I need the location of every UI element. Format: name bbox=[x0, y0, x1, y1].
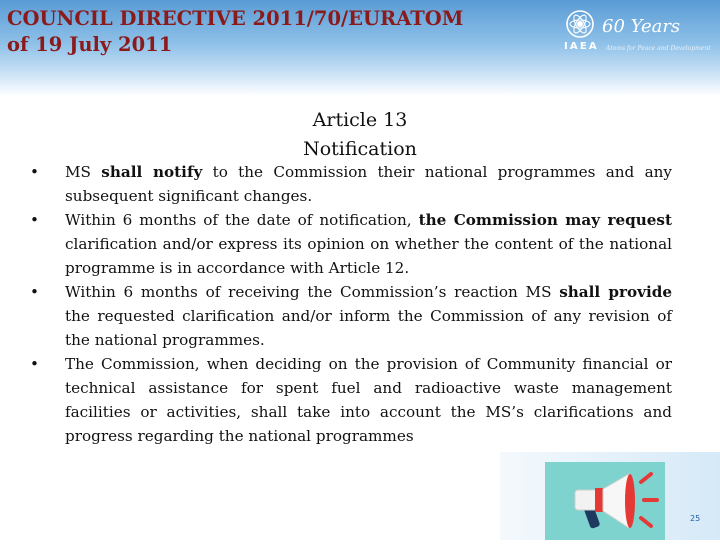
article-heading bbox=[0, 106, 720, 164]
bullet-text: MS bbox=[65, 163, 102, 181]
logo-60-years-text: 60 Years bbox=[602, 16, 681, 37]
bullet-emphasis: shall notify bbox=[101, 163, 203, 181]
bullet-text: the requested clarification and/or inform the Commission of any revision of the national programmes. bbox=[65, 307, 672, 349]
bullet-emphasis: shall provide bbox=[559, 283, 672, 301]
bullet-item bbox=[30, 352, 672, 448]
bullet-list bbox=[30, 160, 672, 448]
bullet-item bbox=[30, 280, 672, 352]
bullet-emphasis: the Commission may request bbox=[418, 211, 672, 229]
bullet-text: Within 6 months of receiving the Commission’s reaction MS bbox=[65, 283, 560, 301]
bullet-text: The Commission, when deciding on the provision of Community financial or technical assistance for spent fuel and radioactive waste management facilities or activities, shall take into account the MS’s clarifications and progress regarding the national programmes bbox=[65, 355, 672, 445]
bullet-item bbox=[30, 208, 672, 280]
bullet-text: clarification and/or express its opinion on whether the content of the national programme is in accordance with Article 12. bbox=[65, 235, 672, 277]
page-number: 25 bbox=[690, 514, 701, 523]
slide-header bbox=[0, 0, 720, 96]
article-title: Notification bbox=[303, 138, 417, 160]
bullet-text: Within 6 months of the date of notification, bbox=[65, 211, 419, 229]
slide-title: COUNCIL DIRECTIVE 2011/70/EURATOM of 19 July 2011 bbox=[7, 7, 464, 56]
megaphone-icon bbox=[545, 462, 665, 540]
megaphone-tile bbox=[545, 462, 665, 540]
logo-iaea-text: IAEA bbox=[564, 41, 599, 52]
logo-tagline: Atoms for Peace and Development bbox=[606, 45, 711, 52]
article-number: Article 13 bbox=[312, 109, 408, 131]
iaea-60-years-logo bbox=[562, 8, 712, 58]
iaea-emblem-icon bbox=[564, 8, 596, 40]
bullet-item bbox=[30, 160, 672, 208]
bullet-text: to the Commission their national programmes and any subsequent significant changes. bbox=[65, 163, 672, 205]
